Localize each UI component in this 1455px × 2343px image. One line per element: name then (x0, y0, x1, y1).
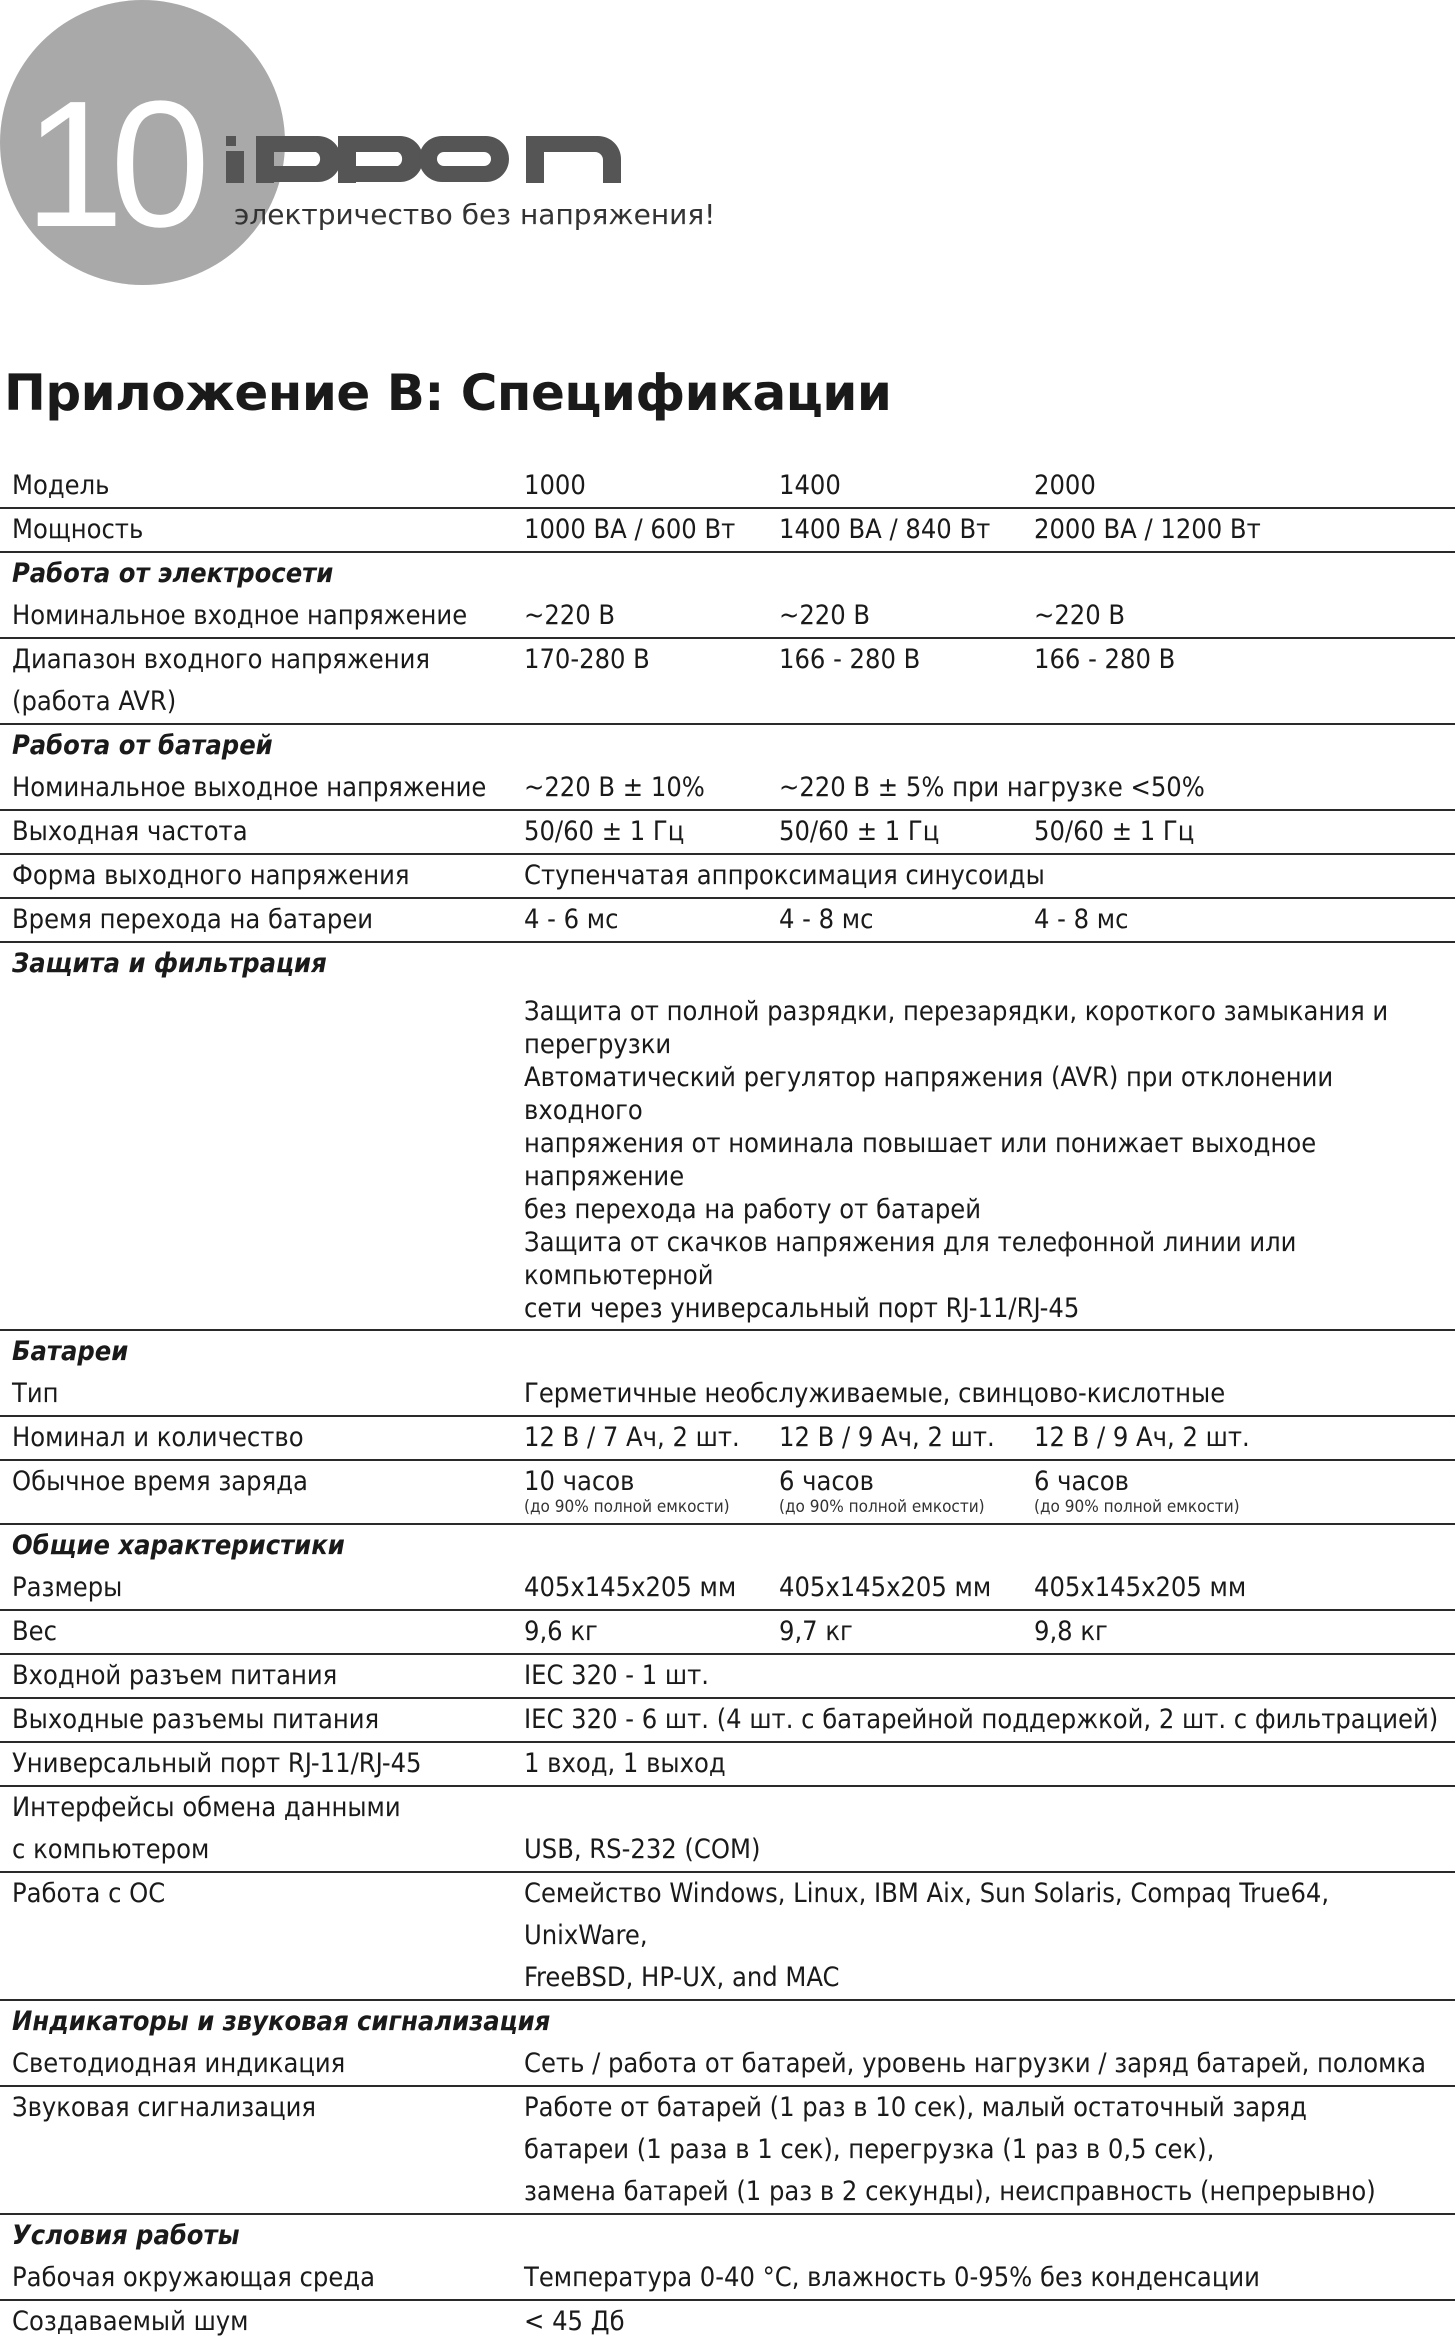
cell: ~220 В ± 10% (512, 767, 767, 810)
cell: < 45 Дб (524, 2306, 625, 2337)
brand-tagline: электричество без напряжения! (234, 198, 716, 231)
row-label: Работа с ОС (0, 1872, 512, 2000)
row-label: Светодиодная индикация (0, 2043, 512, 2086)
cell: IEC 320 - 1 шт. (512, 1654, 1455, 1698)
cell: 170-280 В (512, 638, 767, 724)
table-row (0, 508, 1455, 552)
row-label-line: (работа AVR) (12, 686, 177, 717)
spacer-line (524, 1787, 1455, 1829)
text-line: напряжения от номинала повышает или понижает выходное напряжение (524, 1128, 1317, 1192)
cell: 1 вход, 1 выход (512, 1742, 1455, 1786)
cell: 50/60 ± 1 Гц (767, 810, 1022, 854)
ippon-logo (226, 136, 666, 186)
section-row (0, 552, 1455, 595)
section-heading: Работа от электросети (12, 558, 334, 589)
table-row (0, 2257, 1455, 2300)
page-number: 10 (24, 64, 197, 265)
table-row (0, 638, 1455, 724)
cell: 9,6 кг (512, 1610, 767, 1654)
table-row (0, 1610, 1455, 1654)
cell: 1400 (767, 465, 1022, 508)
table-row (0, 595, 1455, 638)
table-row (0, 854, 1455, 898)
cell: 9,8 кг (1022, 1610, 1455, 1654)
cell: ~220 В (512, 595, 767, 638)
row-label: Звуковая сигнализация (0, 2086, 512, 2214)
cell: ~220 В (767, 595, 1022, 638)
row-label: Вес (0, 1610, 512, 1654)
cell: 12 В / 7 Ач, 2 шт. (512, 1416, 767, 1460)
cell (1022, 1460, 1455, 1524)
text-line: Автоматический регулятор напряжения (AVR) при отклонении входного (524, 1062, 1334, 1126)
cell-value: 10 часов (524, 1466, 635, 1497)
cell-value: 6 часов (779, 1466, 874, 1497)
section-heading: Индикаторы и звуковая сигнализация (12, 2006, 551, 2037)
cell: 12 В / 9 Ач, 2 шт. (1022, 1416, 1455, 1460)
row-label: Модель (0, 465, 512, 508)
page-title: Приложение B: Спецификации (4, 364, 892, 422)
section-row (0, 2000, 1455, 2043)
row-label: Обычное время заряда (0, 1460, 512, 1524)
cell: 9,7 кг (767, 1610, 1022, 1654)
cell (512, 1872, 1455, 2000)
table-row (0, 1698, 1455, 1742)
table-row (0, 1654, 1455, 1698)
table-row (0, 1416, 1455, 1460)
cell-note: (до 90% полной емкости) (1034, 1497, 1240, 1517)
row-label: Мощность (0, 508, 512, 552)
cell: 4 - 8 мс (767, 898, 1022, 942)
table-row (0, 1460, 1455, 1524)
cell: 2000 (1022, 465, 1455, 508)
cell-note: (до 90% полной емкости) (779, 1497, 985, 1517)
cell: 50/60 ± 1 Гц (1022, 810, 1455, 854)
table-row (0, 2043, 1455, 2086)
cell: 1000 (512, 465, 767, 508)
row-label: Номинальное выходное напряжение (0, 767, 512, 810)
table-row (0, 985, 1455, 1330)
cell: Герметичные необслуживаемые, свинцово-кислотные (512, 1373, 1455, 1416)
table-row (0, 810, 1455, 854)
row-label: Рабочая окружающая среда (0, 2257, 512, 2300)
cell: 166 - 280 В (767, 638, 1022, 724)
table-row (0, 767, 1455, 810)
section-heading: Работа от батарей (12, 730, 273, 761)
row-label: Номинал и количество (0, 1416, 512, 1460)
row-label-line: с компьютером (12, 1834, 210, 1865)
section-row (0, 724, 1455, 767)
table-row (0, 2300, 1455, 2343)
row-label: Тип (0, 1373, 512, 1416)
section-heading: Батареи (12, 1336, 129, 1367)
table-row (0, 1567, 1455, 1610)
table-row (0, 898, 1455, 942)
cell: 405x145x205 мм (512, 1567, 767, 1610)
text-line: батареи (1 раза в 1 сек), перегрузка (1 раз в 0,5 сек), (524, 2134, 1215, 2165)
table-row (0, 2086, 1455, 2214)
text-line: Защита от полной разрядки, перезарядки, короткого замыкания и (524, 996, 1389, 1027)
protection-text (512, 985, 1455, 1330)
row-label: Размеры (0, 1567, 512, 1610)
cell: Температура 0-40 °С, влажность 0-95% без конденсации (512, 2257, 1455, 2300)
section-row (0, 942, 1455, 985)
text-line: FreeBSD, HP-UX, and MAC (524, 1962, 840, 1993)
table-row (0, 1373, 1455, 1416)
cell: ~220 В ± 5% при нагрузке <50% (767, 767, 1455, 810)
section-row (0, 1330, 1455, 1373)
table-row (0, 1742, 1455, 1786)
table-row (0, 1872, 1455, 2000)
cell: 4 - 6 мс (512, 898, 767, 942)
cell (512, 1786, 1455, 1872)
cell (512, 2086, 1455, 2214)
row-label (0, 1786, 512, 1872)
text-line: Семейство Windows, Linux, IBM Aix, Sun Solaris, Compaq True64, UnixWare, (524, 1878, 1330, 1951)
cell: 4 - 8 мс (1022, 898, 1455, 942)
section-row (0, 1524, 1455, 1567)
table-row (0, 465, 1455, 508)
table-row (0, 1786, 1455, 1872)
row-label: Время перехода на батареи (0, 898, 512, 942)
cell-value: USB, RS-232 (COM) (524, 1834, 761, 1865)
text-line: Работе от батарей (1 раз в 10 сек), малый остаточный заряд (524, 2092, 1307, 2123)
row-label: Номинальное входное напряжение (0, 595, 512, 638)
cell: 50/60 ± 1 Гц (512, 810, 767, 854)
row-label-line: Интерфейсы обмена данными (12, 1792, 401, 1823)
section-row (0, 2214, 1455, 2257)
row-label: Входной разъем питания (0, 1654, 512, 1698)
row-label: Универсальный порт RJ-11/RJ-45 (0, 1742, 512, 1786)
text-line: замена батарей (1 раз в 2 секунды), неисправность (непрерывно) (524, 2176, 1376, 2207)
cell: ~220 В (1022, 595, 1455, 638)
text-line: перегрузки (524, 1029, 672, 1060)
cell: 1400 ВА / 840 Вт (767, 508, 1022, 552)
cell: 405x145x205 мм (767, 1567, 1022, 1610)
row-label (0, 638, 512, 724)
cell: 2000 ВА / 1200 Вт (1022, 508, 1455, 552)
row-label: Создаваемый шум (12, 2306, 249, 2337)
cell: 166 - 280 В (1022, 638, 1455, 724)
cell: 12 В / 9 Ач, 2 шт. (767, 1416, 1022, 1460)
cell (512, 1460, 767, 1524)
spec-table (0, 465, 1455, 2343)
text-line: Защита от скачков напряжения для телефонной линии или компьютерной (524, 1227, 1297, 1291)
section-heading: Условия работы (12, 2220, 240, 2251)
row-label: Форма выходного напряжения (0, 854, 512, 898)
cell-note: (до 90% полной емкости) (524, 1497, 730, 1517)
cell: Сеть / работа от батарей, уровень нагрузки / заряд батарей, поломка (512, 2043, 1455, 2086)
row-label: Выходная частота (0, 810, 512, 854)
row-label (0, 985, 512, 1330)
section-heading: Общие характеристики (12, 1530, 345, 1561)
row-label: Выходные разъемы питания (0, 1698, 512, 1742)
cell: Ступенчатая аппроксимация синусоиды (512, 854, 1455, 898)
cell (767, 1460, 1022, 1524)
text-line: сети через универсальный порт RJ-11/RJ-45 (524, 1293, 1080, 1324)
cell: IEC 320 - 6 шт. (4 шт. с батарейной поддержкой, 2 шт. с фильтрацией) (512, 1698, 1455, 1742)
row-label-line: Диапазон входного напряжения (12, 644, 431, 675)
cell: 405x145x205 мм (1022, 1567, 1455, 1610)
cell: 1000 ВА / 600 Вт (512, 508, 767, 552)
text-line: без перехода на работу от батарей (524, 1194, 982, 1225)
page-header (0, 0, 1455, 300)
cell-value: 6 часов (1034, 1466, 1129, 1497)
section-heading: Защита и фильтрация (12, 948, 327, 979)
